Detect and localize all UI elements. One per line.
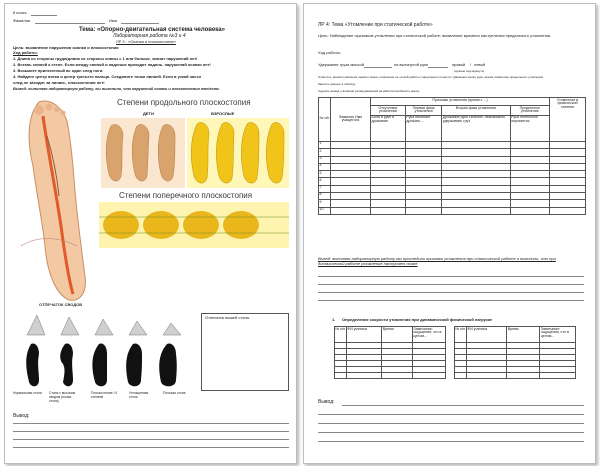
hold-text: Удержание груза массой [318, 62, 364, 67]
table-cell[interactable] [331, 178, 371, 185]
th-col-0: Отсутствие утомления [371, 106, 406, 116]
table-cell[interactable] [550, 149, 586, 156]
children-label: ДЕТИ [143, 111, 154, 116]
table-cell[interactable] [442, 207, 510, 214]
table-cell[interactable] [405, 141, 441, 148]
table-row [319, 178, 586, 185]
table-cell[interactable] [550, 178, 586, 185]
table-cell[interactable] [371, 192, 406, 199]
table-row [319, 141, 586, 148]
th-num: № п/п [319, 98, 331, 142]
table-cell[interactable] [371, 171, 406, 178]
table-cell[interactable] [442, 200, 510, 207]
children-footprints [101, 118, 185, 188]
table-cell[interactable] [331, 149, 371, 156]
table-row [319, 207, 586, 214]
td-desc-3: Рука полностью опускается [510, 115, 549, 141]
table-cell[interactable] [550, 163, 586, 170]
th-group: Признаки утомления (время с ...) [371, 98, 550, 106]
table-cell[interactable] [550, 156, 586, 163]
th-col-1: Первая фаза утомления [405, 106, 441, 116]
td-desc-2: Дрожание руки сильное, невозможно удерживать груз [442, 115, 510, 141]
table-row [455, 373, 576, 379]
flatfoot-figure [15, 94, 287, 307]
table-cell[interactable] [371, 178, 406, 185]
table-cell[interactable] [442, 156, 510, 163]
table-cell[interactable] [331, 192, 371, 199]
arch-label: ОТПЕЧАТОК СВОДОВ [39, 302, 83, 307]
th2r-time: Время [507, 327, 540, 343]
table-cell[interactable] [507, 373, 540, 379]
table-cell[interactable] [510, 192, 549, 199]
transverse-footprints [99, 202, 289, 248]
arm-note: (нужное подчеркнуть) [454, 69, 485, 73]
table-cell[interactable] [550, 207, 586, 214]
table-cell[interactable] [510, 171, 549, 178]
footprint-samples [21, 342, 197, 390]
adults-label: ВЗРОСЛЫЕ [211, 111, 235, 116]
note-2: Занести данные в таблицу [318, 82, 356, 86]
conclusion-prompt: Вывод: выполняя лабораторную работу, вы выяснили, что нарушений осанки и плоскостопия нет/есть [13, 87, 220, 91]
caption-flattened: Уплощенная стопа [129, 391, 149, 399]
caption-normal: Нормальная стопа [13, 391, 42, 395]
td-desc-0: Боли в руке и дрожание [371, 115, 406, 141]
table-row [319, 163, 586, 170]
caption-flat: Плоская стопа [163, 391, 186, 395]
table-cell[interactable] [371, 200, 406, 207]
step-1: 1. Длина со стороны груди/длина со стороны спины = 1 или больше, значит нарушений нет! [13, 56, 198, 61]
table-row [319, 171, 586, 178]
table-cell[interactable] [510, 178, 549, 185]
table-cell[interactable] [510, 200, 549, 207]
table-cell[interactable] [550, 200, 586, 207]
td-desc-1: Рука начинает дрожать ... [405, 115, 441, 141]
table-cell[interactable] [331, 156, 371, 163]
th2l-name: ФИ ученика [346, 327, 381, 343]
class-label: 8 класс [13, 10, 27, 15]
step-3: 3. Возьмите принесенный вс один след ноги. [13, 68, 104, 73]
th2r-note: Замечание: ощущения, что в целом... [540, 327, 576, 343]
table-cell[interactable] [405, 149, 441, 156]
table-cell[interactable] [371, 149, 406, 156]
row-number: 4 [319, 163, 331, 170]
section2-number: 1. [332, 317, 336, 322]
longitudinal-title: Степени продольного плоскостопия [117, 98, 251, 107]
th-col-2: Вторая фаза утомления [442, 106, 510, 116]
lab4-procedure: Ход работы: [318, 50, 341, 55]
dynamic-table-left [334, 326, 446, 379]
lab4-conclusion: Вывод: выполняя лабораторную работу мы проследили признаки утомления при статической работе и выяснили, что при динамической работе утомление наступает позже [318, 256, 556, 267]
row-number: 6 [319, 178, 331, 185]
step-2: 2. Встань спиной к стене. Если между спиной и ладонью проходит ладонь- нарушений осанки нет! [13, 62, 211, 67]
adult-footprints [187, 118, 289, 188]
table-cell[interactable] [331, 171, 371, 178]
table-cell[interactable] [331, 141, 371, 148]
row-number: 9 [319, 200, 331, 207]
table-cell[interactable] [442, 141, 510, 148]
table-cell[interactable] [405, 185, 441, 192]
footprint-box-label: Отпечаток вашей стопы [205, 315, 250, 320]
table-cell[interactable] [442, 178, 510, 185]
table-cell[interactable] [405, 163, 441, 170]
table-cell[interactable] [510, 185, 549, 192]
table-cell[interactable] [442, 171, 510, 178]
lab4-title: ЛР 4: Тема «Утомление при статической работе» [318, 22, 433, 28]
caption-high-arch: Стопа с высоким сводом (полая стопа) [49, 391, 75, 403]
table-cell[interactable] [405, 178, 441, 185]
row-number: 10 [319, 207, 331, 214]
table-cell[interactable] [405, 156, 441, 163]
table-cell[interactable] [371, 141, 406, 148]
table-cell[interactable] [371, 207, 406, 214]
row-number: 7 [319, 185, 331, 192]
table-cell[interactable] [405, 200, 441, 207]
left-arm-option[interactable]: левой [474, 62, 486, 67]
right-arm-option[interactable]: правой [452, 62, 466, 67]
th2l-num: № п/п [335, 327, 347, 343]
right-conclusion-label: Вывод: [318, 399, 335, 405]
left-page [4, 3, 297, 464]
th2l-note: Замечание: ощущения, что в целом... [412, 327, 445, 343]
step-4: 4. Найдите центр пятки и центр третьего пальца. Соедините точки линией. Если в узкой части [13, 74, 201, 79]
caption-flatfoot-1-2: Плоскостопие I-II степени [91, 391, 118, 399]
th2l-time: Время [382, 327, 413, 343]
section2-heading: Определение скорости утомления при динамической физической нагрузке [342, 317, 492, 322]
table-cell[interactable] [405, 171, 441, 178]
table-cell[interactable] [510, 163, 549, 170]
table-cell[interactable] [331, 207, 371, 214]
table-cell[interactable] [550, 141, 586, 148]
table-cell[interactable] [382, 373, 413, 379]
table-cell[interactable] [371, 185, 406, 192]
arm-text: на вытянутой руке [394, 62, 429, 67]
row-number: 8 [319, 192, 331, 199]
table-cell[interactable] [455, 373, 467, 379]
table-row [319, 192, 586, 199]
table-cell[interactable] [466, 373, 506, 379]
table-row [319, 149, 586, 156]
lab-subtitle: Лабораторная работа №3 и 4 [113, 33, 186, 39]
row-number: 1 [319, 141, 331, 148]
procedure-heading: Ход работы: [13, 50, 38, 55]
dynamic-table-right [454, 326, 576, 379]
left-conclusion-label: Вывод: [13, 413, 30, 419]
table-cell[interactable] [405, 192, 441, 199]
table-cell[interactable] [331, 185, 371, 192]
page-title: Тема: «Опорно-двигательная система человека» [79, 27, 225, 33]
lab-ref: ЛР 3 : «Осанка и плоскостопие» [116, 39, 176, 44]
note-3: Сделать вывод о влиянии ритма движений на работоспособность мышц [318, 89, 420, 93]
surname-label: Фамилия [13, 18, 30, 23]
th2r-name: ФИ ученика [466, 327, 506, 343]
table-row [335, 373, 446, 379]
th-last: Утомление в физической степени [550, 98, 586, 142]
name-label: Имя [109, 18, 117, 23]
th-name: Фамилия Имя учащегося [331, 98, 371, 142]
table-cell[interactable] [510, 141, 549, 148]
separator: / [470, 62, 472, 67]
transverse-title: Степени поперечного плоскостопия [119, 191, 253, 200]
row-number: 3 [319, 156, 331, 163]
fatigue-table [318, 97, 586, 215]
table-cell[interactable] [550, 171, 586, 178]
table-cell[interactable] [550, 192, 586, 199]
row-number: 5 [319, 171, 331, 178]
table-row [319, 185, 586, 192]
table-cell[interactable] [510, 156, 549, 163]
table-cell[interactable] [331, 200, 371, 207]
table-cell[interactable] [442, 149, 510, 156]
table-row [319, 200, 586, 207]
table-cell[interactable] [550, 185, 586, 192]
arch-photos [23, 309, 193, 339]
note-1: Отметить: время появления первого звона, появление не четкой работы / нарушения точности / движения мышц руки, время появления предельного утомления [318, 75, 544, 79]
table-cell[interactable] [540, 373, 576, 379]
table-cell[interactable] [510, 207, 549, 214]
row-number: 2 [319, 149, 331, 156]
table-cell[interactable] [510, 149, 549, 156]
table-cell[interactable] [331, 163, 371, 170]
foot-skeleton-image [17, 96, 99, 306]
table-cell[interactable] [371, 156, 406, 163]
table-cell[interactable] [335, 373, 347, 379]
table-cell[interactable] [346, 373, 381, 379]
goal-text: Цель: выявление нарушения осанки и плоскостопия [13, 45, 119, 50]
footprint-box [201, 313, 289, 391]
table-row [319, 156, 586, 163]
table-cell[interactable] [442, 192, 510, 199]
th2r-num: № п/п [455, 327, 467, 343]
table-cell[interactable] [442, 163, 510, 170]
th-col-3: Предельное утомление [510, 106, 549, 116]
table-cell[interactable] [405, 207, 441, 214]
table-cell[interactable] [442, 185, 510, 192]
table-cell[interactable] [371, 163, 406, 170]
lab4-goal: Цель: Наблюдение признаков утомления при статической работе; выявление времени наступления предельного утомления. [318, 33, 552, 38]
table-cell[interactable] [412, 373, 445, 379]
step-4-cont: след не заходит за линию– плоскостопия нет! [13, 80, 105, 85]
right-page [303, 3, 596, 464]
